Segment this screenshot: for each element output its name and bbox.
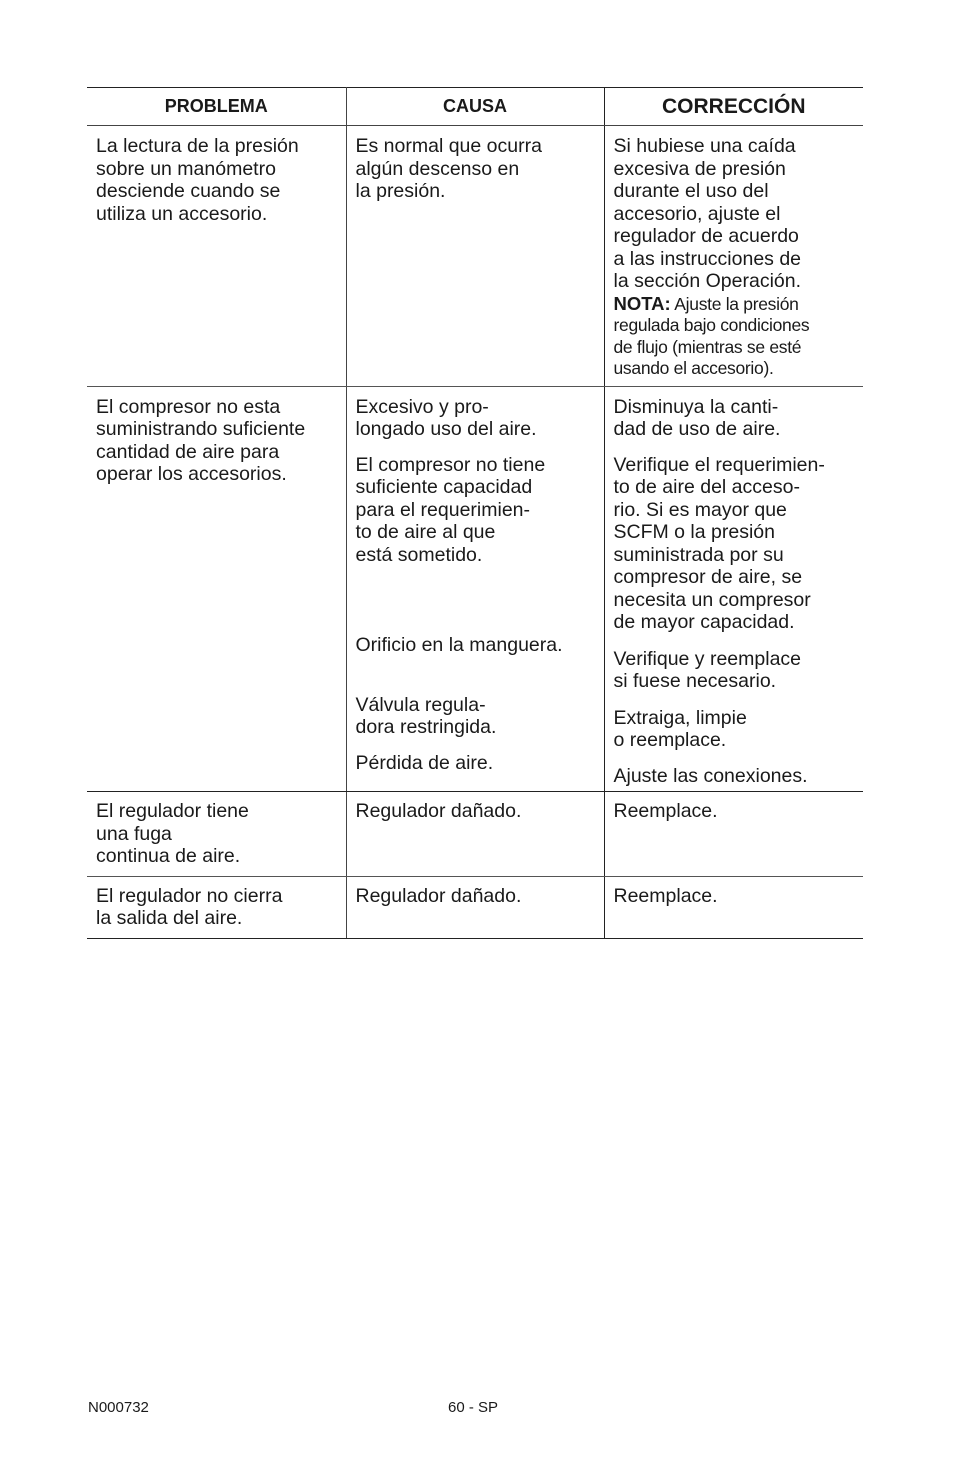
page-number: 60 - SP — [448, 1399, 499, 1416]
note-text: Ajuste la presión regulada bajo condiciones de flujo (mientras se esté usando el accesorio). — [613, 293, 810, 378]
cause-cell — [346, 386, 604, 792]
table-row — [87, 126, 863, 387]
cause-cell: Regulador dañado. — [346, 876, 604, 938]
problem-cell: El regulador tiene una fuga continua de aire. — [87, 792, 346, 877]
note — [614, 293, 856, 380]
document-code: N000732 — [88, 1399, 149, 1416]
cause-item: Válvula regula- dora restringida. — [355, 693, 497, 738]
header-correccion: CORRECCIÓN — [604, 88, 863, 126]
problem-cell: El regulador no cierra la salida del aire. — [87, 876, 346, 938]
table-row — [87, 386, 863, 792]
table-row — [87, 876, 863, 938]
troubleshooting-table — [87, 87, 863, 939]
correction-text: Si hubiese una caída excesiva de presión durante el uso del accesorio, ajuste el regulador de acuerdo a las instrucciones de la sección Operación. — [613, 135, 802, 292]
cause-item: El compresor no tiene suficiente capacidad para el requerimien- to de aire al que está sometido. — [355, 453, 546, 566]
header-row — [87, 88, 863, 126]
cause-item: Pérdida de aire. — [355, 751, 494, 774]
note-label: NOTA: — [613, 292, 671, 314]
correction-cell: Reemplace. — [604, 792, 863, 877]
cause-cell: Es normal que ocurra algún descenso en la presión. — [346, 126, 604, 387]
correction-item: Disminuya la canti- dad de uso de aire. — [613, 395, 781, 440]
problem-cell: El compresor no esta suministrando suficiente cantidad de aire para operar los accesorios. — [87, 386, 346, 792]
cause-item: Excesivo y pro- longado uso del aire. — [355, 395, 537, 440]
correction-item: Verifique el requerimien- to de aire del acceso- rio. Si es mayor que SCFM o la presión suministrada por su compresor de aire, se necesita un compresor de mayor capacidad. — [613, 453, 825, 633]
correction-cell — [604, 386, 863, 792]
table — [87, 87, 863, 939]
correction-cell — [604, 126, 863, 387]
correction-item: Ajuste las conexiones. — [613, 764, 808, 787]
header-causa: CAUSA — [346, 88, 604, 126]
table-row — [87, 792, 863, 877]
correction-item: Verifique y reemplace si fuese necesario. — [613, 647, 802, 692]
header-problema: PROBLEMA — [87, 88, 346, 126]
problem-cell: La lectura de la presión sobre un manómetro desciende cuando se utiliza un accesorio. — [87, 126, 346, 387]
cause-cell: Regulador dañado. — [346, 792, 604, 877]
correction-item: Extraiga, limpie o reemplace. — [613, 706, 747, 751]
correction-cell: Reemplace. — [604, 876, 863, 938]
cause-item: Orificio en la manguera. — [355, 633, 563, 656]
